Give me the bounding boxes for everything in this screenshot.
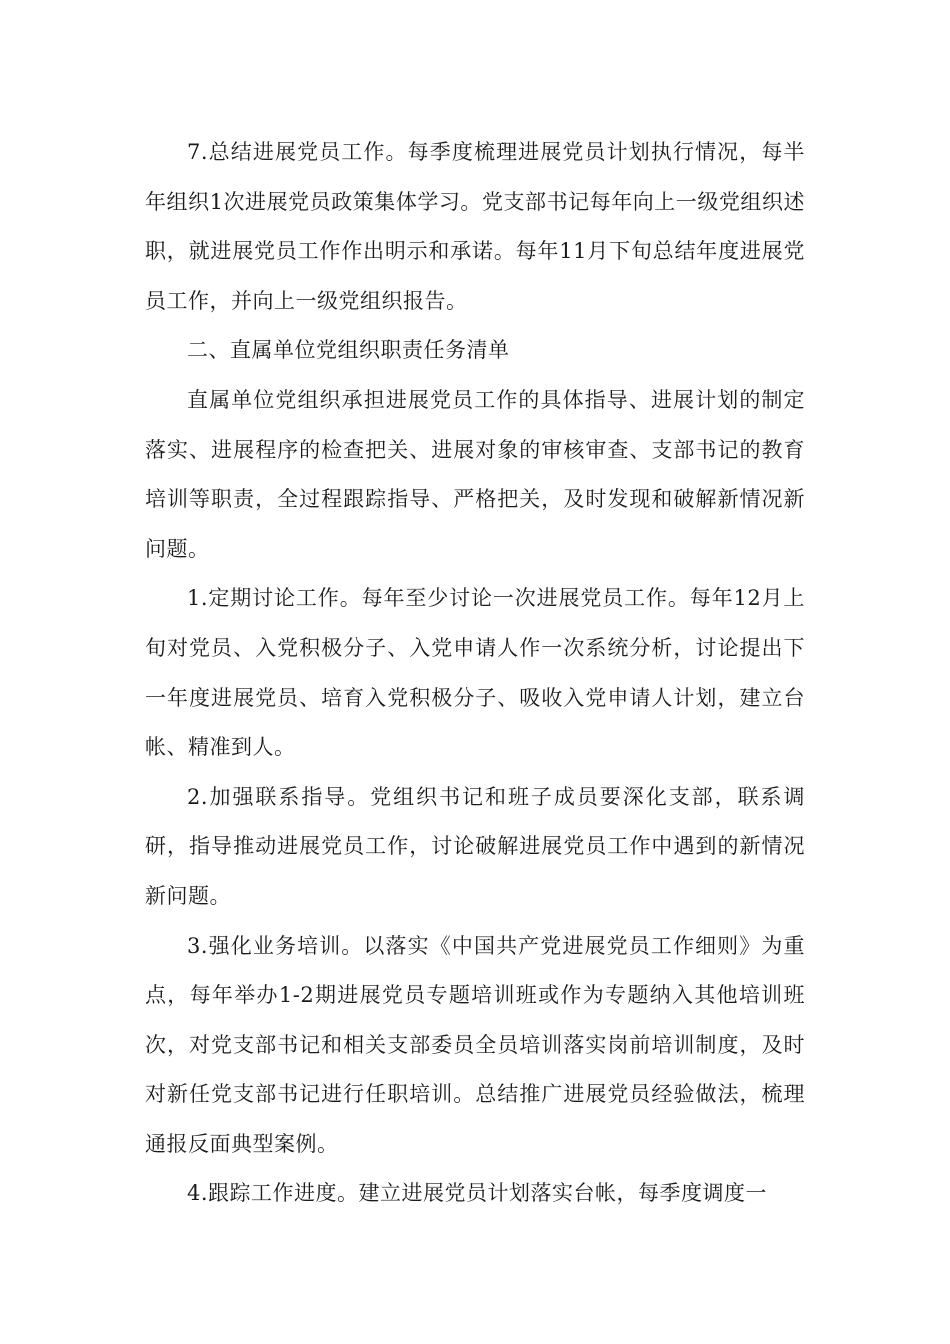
section-heading-direct-units: 二、直属单位党组织职责任务清单 xyxy=(187,338,510,363)
paragraph-item-1-discussion: 1.定期讨论工作。每年至少讨论一次进展党员工作。每年12月上旬对党员、入党积极分子、入党申请人作一次系统分析，讨论提出下一年度进展党员、培育入党积极分子、吸收入党申请人计划，建立台帐、精准到人。 xyxy=(145,586,805,760)
paragraph-direct-units-intro: 直属单位党组织承担进展党员工作的具体指导、进展计划的制定落实、进展程序的检查把关、进展对象的审核审查、支部书记的教育培训等职责，全过程跟踪指导、严格把关，及时发现和破解新情况新问题。 xyxy=(145,387,805,561)
paragraph-item-7-summary: 7.总结进展党员工作。每季度梳理进展党员计划执行情况，每半年组织1次进展党员政策集体学习。党支部书记每年向上一级党组织述职，就进展党员工作作出明示和承诺。每年11月下旬总结年度进展党员工作，并向上一级党组织报告。 xyxy=(145,140,805,313)
paragraph-item-3-training: 3.强化业务培训。以落实《中国共产党进展党员工作细则》为重点，每年举办1-2期进展党员专题培训班或作为专题纳入其他培训班次，对党支部书记和相关支部委员全员培训落实岗前培训制度，及时对新任党支部书记进行任职培训。总结推广进展党员经验做法，梳理通报反面典型案例。 xyxy=(145,933,805,1156)
paragraph-item-2-guidance: 2.加强联系指导。党组织书记和班子成员要深化支部，联系调研，指导推动进展党员工作，讨论破解进展党员工作中遇到的新情况新问题。 xyxy=(145,784,805,908)
paragraph-item-4-tracking: 4.跟踪工作进度。建立进展党员计划落实台帐，每季度调度一 xyxy=(187,1181,768,1206)
document-body xyxy=(145,128,805,1219)
